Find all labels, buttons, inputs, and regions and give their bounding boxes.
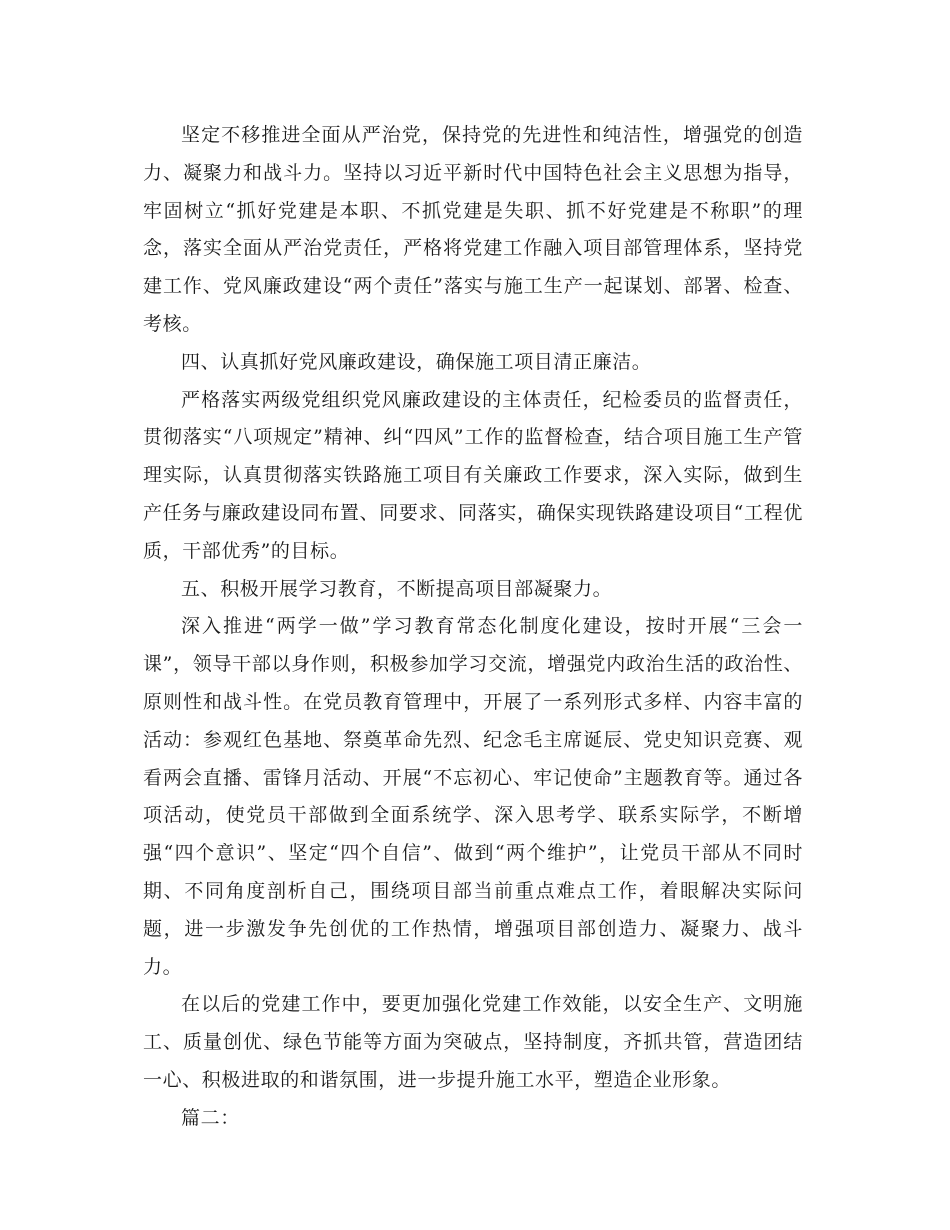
part-two-heading: 篇二： [181,1106,240,1129]
paragraph-party-building-responsibility: 坚定不移推进全面从严治党，保持党的先进性和纯洁性，增强党的创造力、凝聚力和战斗力。坚持以习近平新时代中国特色社会主义思想为指导，牢固树立“抓好党建是本职、不抓党建是失职、抓不好党建是不称职”的理念，落实全面从严治党责任，严格将党建工作融入项目部管理体系，坚持党建工作、党风廉政建设“两个责任”落实与施工生产一起谋划、部署、检查、考核。 [143,124,803,335]
section-heading-four: 四、认真抓好党风廉政建设，确保施工项目清正廉洁。 [181,350,652,373]
paragraph-future-work: 在以后的党建工作中，要更加强化党建工作效能，以安全生产、文明施工、质量创优、绿色节能等方面为突破点，坚持制度，齐抓共管，营造团结一心、积极进取的和谐氛围，进一步提升施工水平，塑造企业形象。 [143,993,803,1091]
paragraph-learning-education: 深入推进“两学一做”学习教育常态化制度化建设，按时开展“三会一课”，领导干部以身作则，积极参加学习交流，增强党内政治生活的政治性、原则性和战斗性。在党员教育管理中，开展了一系列形式多样、内容丰富的活动：参观红色基地、祭奠革命先烈、纪念毛主席诞辰、党史知识竞赛、观看两会直播、雷锋月活动、开展“不忘初心、牢记使命”主题教育等。通过各项活动，使党员干部做到全面系统学、深入思考学、联系实际学，不断增强“四个意识”、坚定“四个自信”、做到“两个维护”，让党员干部从不同时期、不同角度剖析自己，围绕项目部当前重点难点工作，着眼解决实际问题，进一步激发争先创优的工作热情，增强项目部创造力、凝聚力、战斗力。 [143,615,803,978]
document-body [143,117,803,1138]
paragraph-integrity-building: 严格落实两级党组织党风廉政建设的主体责任，纪检委员的监督责任，贯彻落实“八项规定”精神、纠“四风”工作的监督检查，结合项目施工生产管理实际，认真贯彻落实铁路施工项目有关廉政工作要求，深入实际，做到生产任务与廉政建设同布置、同要求、同落实，确保实现铁路建设项目“工程优质，干部优秀”的目标。 [143,388,803,562]
section-heading-five: 五、积极开展学习教育，不断提高项目部凝聚力。 [181,577,613,600]
